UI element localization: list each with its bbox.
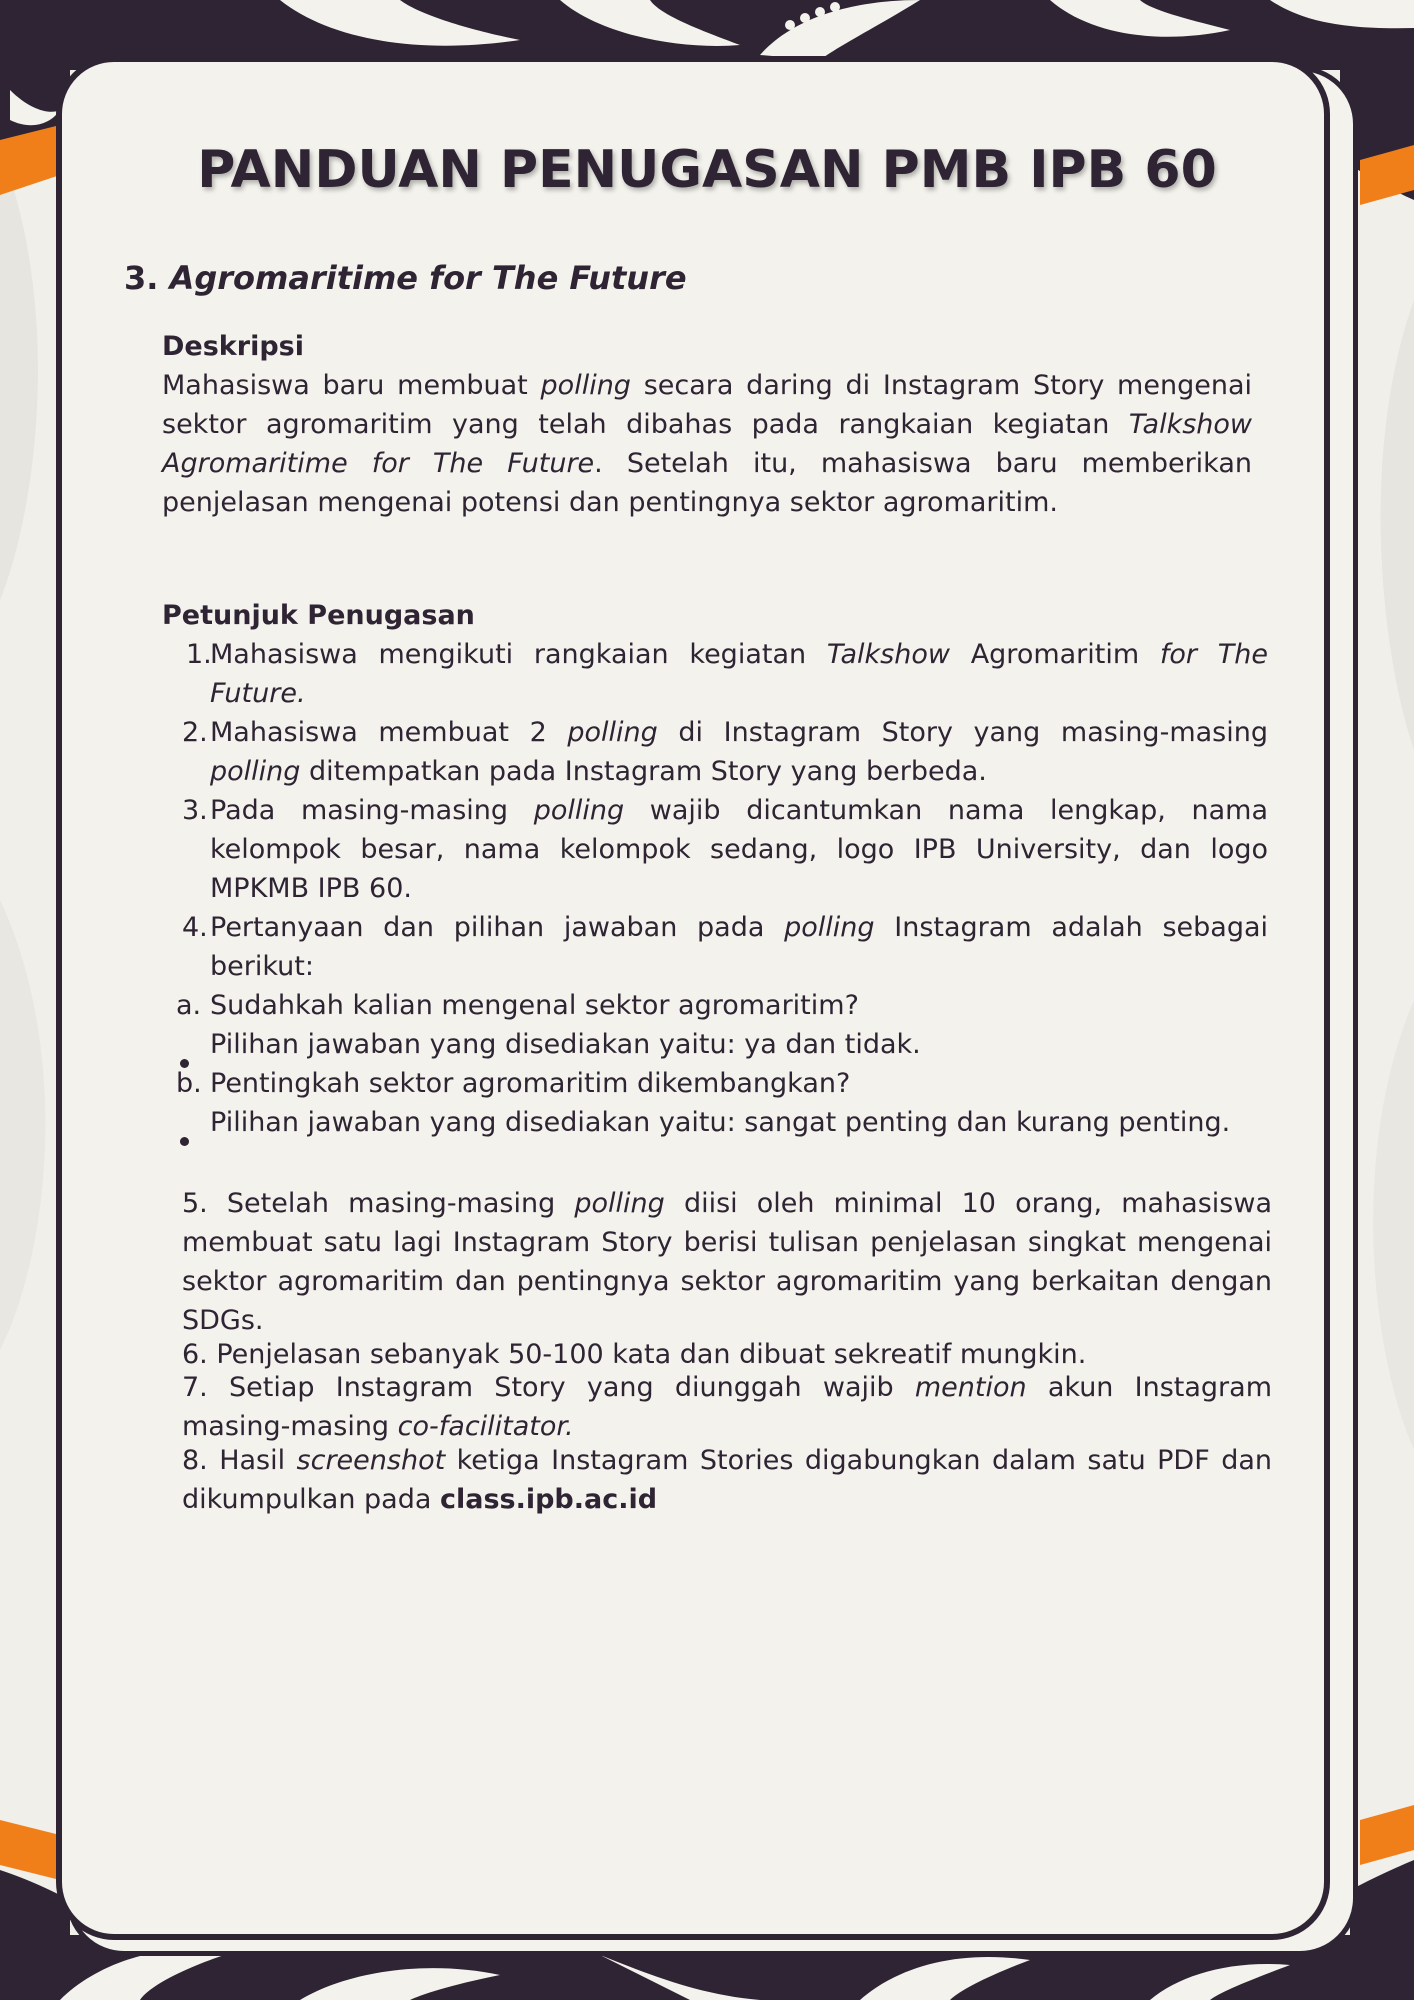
bullet-text: Pilihan jawaban yang disediakan yaitu: ya dan tidak. bbox=[210, 1029, 921, 1060]
text-run-italic: co-facilitator. bbox=[397, 1411, 574, 1442]
description-label: Deskripsi bbox=[162, 331, 304, 362]
sub-marker: b. bbox=[176, 1068, 202, 1099]
description-block bbox=[162, 327, 1252, 522]
list-item: 6. Penjelasan sebanyak 50-100 kata dan dibuat sekreatif mungkin. bbox=[182, 1339, 1087, 1370]
sub-item-text: Pentingkah sektor agromaritim dikembangkan? bbox=[210, 1068, 851, 1099]
section-name: Agromaritime for The Future bbox=[169, 259, 687, 297]
submission-link[interactable]: class.ipb.ac.id bbox=[439, 1484, 658, 1515]
text-run: Instagram adalah sebagai berikut: bbox=[210, 912, 1269, 982]
text-run-italic: for The Future. bbox=[210, 639, 1268, 709]
text-run: 7. Setiap Instagram Story yang diunggah wajib bbox=[182, 1372, 915, 1403]
text-run-italic: screenshot bbox=[296, 1445, 446, 1476]
list-item bbox=[182, 1368, 1272, 1446]
list-item bbox=[182, 1441, 1272, 1519]
list-item-text bbox=[210, 713, 1268, 791]
text-run: 8. Hasil bbox=[182, 1445, 297, 1476]
list-item-text bbox=[210, 791, 1268, 908]
text-run: ketiga Instagram Stories digabungkan dalam satu PDF dan dikumpulkan pada bbox=[182, 1445, 1272, 1515]
text-run: akun Instagram masing-masing bbox=[182, 1372, 1273, 1442]
text-run: Agromaritim bbox=[949, 639, 1160, 670]
text-run-italic: polling bbox=[540, 370, 631, 401]
text-run-italic: polling bbox=[533, 795, 625, 826]
description-text bbox=[162, 366, 1252, 522]
text-run-italic: polling bbox=[567, 717, 658, 748]
text-run: 5. Setelah masing-masing bbox=[182, 1188, 575, 1219]
text-run: Mahasiswa mengikuti rangkaian kegiatan bbox=[210, 639, 827, 670]
list-number: 1. bbox=[186, 639, 212, 670]
section-number: 3. bbox=[124, 259, 159, 297]
text-run: Mahasiswa membuat 2 bbox=[210, 717, 568, 748]
list-item-text bbox=[210, 635, 1268, 713]
list-item-text bbox=[210, 908, 1268, 986]
text-run-italic: mention bbox=[914, 1372, 1027, 1403]
text-run: secara daring di Instagram Story mengenai sektor agromaritim yang telah dibahas pada rangkaian kegiatan bbox=[162, 370, 1252, 440]
list-number: 3. bbox=[182, 795, 208, 826]
text-run: ditempatkan pada Instagram Story yang berbeda. bbox=[300, 756, 987, 787]
list-number: 4. bbox=[182, 912, 208, 943]
text-run-italic: Talkshow bbox=[826, 639, 950, 670]
list-item bbox=[182, 1184, 1272, 1340]
text-run: Pada masing-masing bbox=[210, 795, 534, 826]
section-heading bbox=[124, 259, 687, 297]
text-run: diisi oleh minimal 10 orang, mahasiswa membuat satu lagi Instagram Story berisi tulisan penjelasan singkat mengenai sektor agromaritim dan pentingnya sektor agromaritim yang berkaitan dengan SDGs. bbox=[182, 1188, 1272, 1336]
list-number: 2. bbox=[182, 717, 208, 748]
bullet-dot bbox=[180, 1118, 189, 1157]
page-title: PANDUAN PENUGASAN PMB IPB 60 bbox=[197, 140, 1217, 200]
instructions-label: Petunjuk Penugasan bbox=[162, 600, 475, 631]
text-run: Mahasiswa baru membuat bbox=[162, 370, 541, 401]
text-run: di Instagram Story yang masing-masing bbox=[657, 717, 1268, 748]
sub-item-text: Sudahkah kalian mengenal sektor agromaritim? bbox=[210, 990, 859, 1021]
sub-marker: a. bbox=[176, 990, 202, 1021]
text-run-italic: polling bbox=[210, 756, 301, 787]
text-run-italic: polling bbox=[574, 1188, 665, 1219]
text-run: wajib dicantumkan nama lengkap, nama kelompok besar, nama kelompok sedang, logo IPB University, dan logo MPKMB IPB 60. bbox=[210, 795, 1268, 904]
bullet-text: Pilihan jawaban yang disediakan yaitu: sangat penting dan kurang penting. bbox=[210, 1107, 1231, 1138]
text-run: Pertanyaan dan pilihan jawaban pada bbox=[210, 912, 785, 943]
text-run-italic: Talkshow Agromaritime for The Future bbox=[162, 409, 1252, 479]
text-run: . Setelah itu, mahasiswa baru memberikan penjelasan mengenai potensi dan pentingnya sektor agromaritim. bbox=[162, 448, 1252, 518]
text-run-italic: polling bbox=[784, 912, 875, 943]
